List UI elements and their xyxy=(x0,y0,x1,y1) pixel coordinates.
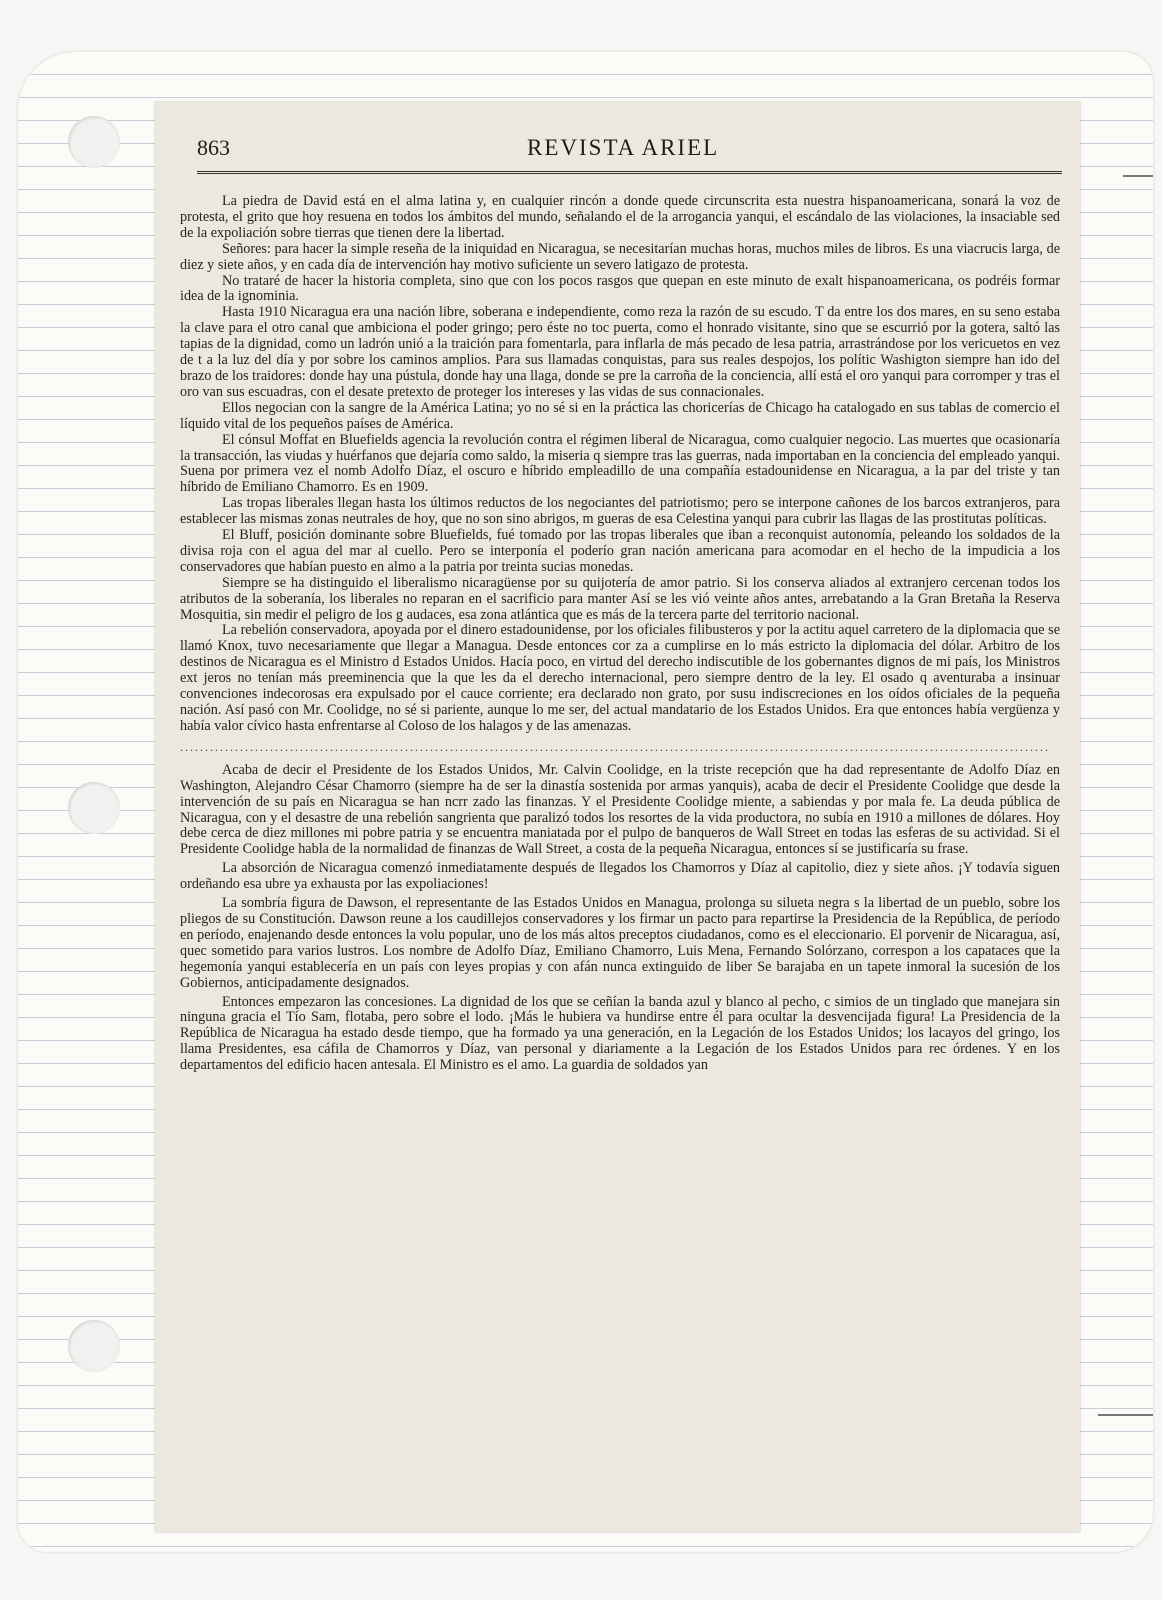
paragraph: El Bluff, posición dominante sobre Bluefields, fué tomado por las tropas liberales que iban a reconquist autonomía, peleando los soldados de la divisa roja con el agua del mar al cuello. Pero se interponía el poderío gran nación americana para acomodar en el hecho de la impudicia a los conservadores que habían puesto en almo a la patria por treinta sucias monedas. xyxy=(180,527,1060,575)
article-section-1 xyxy=(180,194,1060,735)
dotted-separator: .............................................................................................................................................................................. xyxy=(180,740,1050,753)
page-number: 863 xyxy=(197,135,230,160)
edge-mark-top xyxy=(1123,175,1153,177)
punch-hole-bottom xyxy=(68,1320,120,1372)
paragraph: Siempre se ha distinguido el liberalismo nicaragüense por su quijotería de amor patrio. Si los conserva aliados al extranjero cercenan todos los atributos de la soberanía, los liberales no reparan en el sacrificio para manter Así se les vió veinte años antes, arrebatando a la Gran Bretaña la Reserva Mosquitia, sin medir el peligro de los g audaces, esa zona atlántica que es más de la tercera parte del territorio nacional. xyxy=(180,574,1060,623)
paragraph: La absorción de Nicaragua comenzó inmediatamente después de llegados los Chamorros y Díaz al capitolio, diez y siete años. ¡Y todavía siguen ordeñando esa ubre ya exhausta por las expoliaciones! xyxy=(180,860,1060,893)
punch-hole-top xyxy=(68,116,120,168)
paragraph: La piedra de David está en el alma latina y, en cualquier rincón a donde quede circunscrita esta nuestra hispanoamericana, sonará la voz de protesta, el grito que hoy resuena en todos los ámbitos del mundo, señalando el de la arrogancia yanqui, el escándalo de las violaciones, la insaciable sed de la expoliación sobre tierras que tienen dere la libertad. xyxy=(180,193,1060,241)
page-header xyxy=(197,135,1062,174)
article-body xyxy=(180,194,1060,1077)
paragraph: El cónsul Moffat en Bluefields agencia la revolución contra el régimen liberal de Nicaragua, como cualquier negocio. Las muertes que ocasionaría la transacción, las viudas y huérfanos que dejaría como saldo, la miseria q siempre tras las guerras, nada importaban en la conciencia del empleado yanqui. Suena por primera vez el nomb Adolfo Díaz, el oscuro e híbrido empleadillo de una compañía estadounidense en Nicaragua, a la par del triste y tan híbrido de Emiliano Chamorro. Es en 1909. xyxy=(180,431,1060,496)
article-section-2 xyxy=(180,763,1060,1074)
paragraph: Entonces empezaron las concesiones. La dignidad de los que se ceñían la banda azul y blanco al pecho, c simios de un tinglado que manejara sin ninguna gracia el Tío Sam, flotaba, pero sobre el lodo. ¡Más le hubiera va hundirse entre él para ocultar la desvencijada figura! La Presidencia de la República de Nicaragua ha estado desde tiempo, que ha formado ya una generación, en la Legación de los Estados Unidos; los lacayos del gringo, los llama Presidentes, esa cáfila de Chamorros y Díaz, van personal y diariamente a la Legación de los Estados Unidos para rec órdenes. Y en los departamentos del edificio hacen antesala. El Ministro es el amo. La guardia de soldados yan xyxy=(180,993,1060,1074)
paragraph: La rebelión conservadora, apoyada por el dinero estadounidense, por los oficiales filibusteros y por la actitu aquel carretero de la diplomacia que se llamó Knox, tuvo necesariamente que llegar a Managua. Desde entonces cor za a cumplirse en lo más estricto la diplomacia del dólar. Arbitro de los destinos de Nicaragua es el Ministro d Estados Unidos. Hacía poco, en virtud del derecho indiscutible de los gobernantes dignos de mi país, los Ministros ext jeros no tenían más preeminencia que la que les da el derecho internacional, pero siempre dentro de la ley. El osado q aventuraba a insinuar convenciones indecorosas era expulsado por el cauce corriente; era declarado non grato, por susu indiscreciones en los oídos oficiales de la pequeña nación. Así pasó con Mr. Coolidge, no sé si pariente, aunque lo me ser, del actual mandatario de los Estados Unidos. Era que entonces había vergüenza y había valor cívico hasta enfrentarse al Coloso de los halagos y de las amenazas. xyxy=(180,622,1060,734)
paragraph: Ellos negocian con la sangre de la América Latina; yo no sé si en la práctica las choricerías de Chicago ha catalogado en sus tablas de comercio el líquido vital de los pequeños países de América. xyxy=(180,399,1060,432)
punch-hole-middle xyxy=(68,782,120,834)
paragraph: Las tropas liberales llegan hasta los últimos reductos de los negociantes del patriotismo; pero se interpone cañones de los barcos extranjeros, para establecer las mismas zonas neutrales de hoy, que no son sino abrigos, m gueras de esa Celestina yanqui para cubrir las llagas de las prostitutas políticas. xyxy=(180,495,1060,528)
paragraph: Acaba de decir el Presidente de los Estados Unidos, Mr. Calvin Coolidge, en la triste recepción que ha dad representante de Adolfo Díaz en Washington, Alejandro César Chamorro (siempre ha de ser la dinastía sostenida por armas yanquis), acaba de decir el Presidente Coolidge que desde la intervención de su país en Nicaragua se han ncrr zado las finanzas. Y el Presidente Coolidge miente, a sabiendas y por mala fe. La deuda pública de Nicaragua, con y el desastre de una rebelión sangrienta que paralizó todos los resortes de la vida productora, no subía en 1910 a millones de dólares. Hoy debe cerca de diez millones mi pobre patria y se encuentra maniatada por el pulpo de banqueros de Wall Street en todas las esferas de su actividad. Si el Presidente Coolidge habla de la normalidad de finanzas de Wall Street, a costa de la pequeña Nicaragua, entonces sí se justificaría su frase. xyxy=(180,761,1060,858)
paragraph: La sombría figura de Dawson, el representante de las Estados Unidos en Managua, prolonga su silueta negra s la libertad de un pueblo, sobre los pliegos de su Constitución. Dawson reune a los caudillejos conservadores y los firmar un pacto para repartirse la Presidencia de la República, de período en período, enajenando desde entonces la volu popular, uno de los más altos preceptos ciudadanos, como es el eleccionario. El porvenir de Nicaragua, así, quec sometido para varios lustros. Los nombre de Adolfo Díaz, Emiliano Chamorro, Luis Mena, Fernando Solórzano, correspon a los capataces que la hegemonía yanqui establecería en un país con leyes propias y con afán nunca extinguido de liber Se barajaba en un tapete inmoral la sucesión de los Gobiernos, anticipadamente designados. xyxy=(180,895,1060,991)
magazine-clipping xyxy=(155,102,1080,1532)
paragraph: No trataré de hacer la historia completa, sino que con los pocos rasgos que quepan en este minuto de exalt hispanoamericana, os podréis formar idea de la ignominia. xyxy=(180,272,1060,305)
paragraph: Hasta 1910 Nicaragua era una nación libre, soberana e independiente, como reza la razón de su escudo. T da entre los dos mares, en su seno estaba la clave para el otro canal que ambiciona el poder gringo; pero éste no toc puerta, como el honrado visitante, sino que se escurrió por la gotera, saltó las tapias de la dignidad, como un ladrón unió a la traición para fomentarla, para inflarla de más pecado de lesa patria, arrastrándose por los vericuetos en vez de t a la luz del día y por sobre los caminos amplios. Para sus llamadas conquistas, para sus reales despojos, los polític Washigton siempre han ido del brazo de los traidores: donde hay una pústula, donde hay una llaga, donde se pre la carroña de la conciencia, allí está el oro yanqui para corromper y tras el oro van sus escuadras, con el desate pretexto de proteger los intereses y las vidas de sus connacionales. xyxy=(180,304,1060,400)
edge-mark-bottom xyxy=(1098,1414,1153,1416)
running-title: REVISTA ARIEL xyxy=(527,135,720,160)
paragraph: Señores: para hacer la simple reseña de la iniquidad en Nicaragua, se necesitarían muchas horas, muchos miles de libros. Es una viacrucis larga, de diez y siete años, y en cada día de intervención hay motivo suficiente un severo latigazo de protesta. xyxy=(180,240,1060,273)
